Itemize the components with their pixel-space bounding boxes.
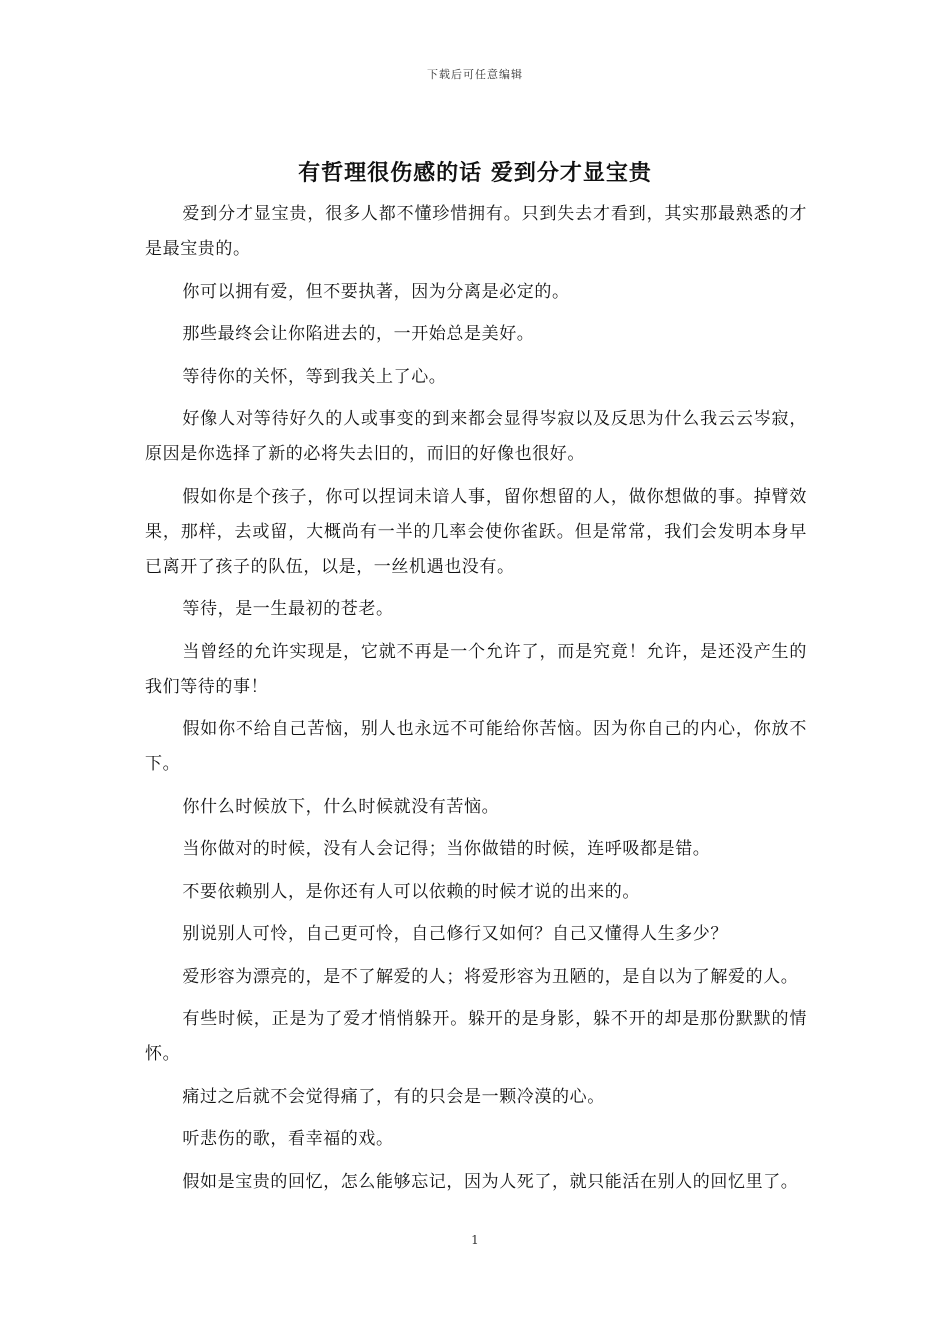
paragraph: 假如你不给自己苦恼，别人也永远不可能给你苦恼。因为你自己的内心，你放不下。 — [145, 719, 807, 774]
paragraph: 当曾经的允许实现是，它就不再是一个允许了，而是究竟！允许，是还没产生的我们等待的事！ — [145, 641, 807, 697]
paragraph: 不要依赖别人，是你还有人可以依赖的时候才说的出来的。 — [182, 881, 640, 902]
paragraph: 等待，是一生最初的苍老。 — [182, 599, 394, 619]
paragraph: 你什么时候放下，什么时候就没有苦恼。 — [182, 796, 500, 817]
document-title: 有哲理很伤感的话 爱到分才显宝贵 — [298, 160, 652, 186]
paragraph: 等待你的关怀，等到我关上了心。 — [182, 366, 447, 387]
header-note: 下载后可任意编辑 — [427, 68, 523, 81]
document-body — [145, 197, 807, 1207]
paragraph: 痛过之后就不会觉得痛了，有的只会是一颗冷漠的心。 — [182, 1086, 605, 1107]
paragraph: 那些最终会让你陷进去的，一开始总是美好。 — [182, 324, 535, 344]
paragraph: 你可以拥有爱，但不要执著，因为分离是必定的。 — [182, 281, 570, 302]
page-number: 1 — [471, 1233, 479, 1247]
paragraph: 假如是宝贵的回忆，怎么能够忘记，因为人死了，就只能活在别人的回忆里了。 — [182, 1171, 799, 1192]
paragraph: 爱到分才显宝贵，很多人都不懂珍惜拥有。只到失去才看到，其实那最熟悉的才是最宝贵的。 — [145, 204, 807, 259]
paragraph: 有些时候，正是为了爱才悄悄躲开。躲开的是身影，躲不开的却是那份默默的情怀。 — [145, 1009, 807, 1064]
paragraph: 当你做对的时候，没有人会记得；当你做错的时候，连呼吸都是错。 — [182, 839, 711, 859]
paragraph: 好像人对等待好久的人或事变的到来都会显得岑寂以及反思为什么我云云岑寂，原因是你选择了新的必将失去旧的，而旧的好像也很好。 — [145, 409, 807, 464]
paragraph: 听悲伤的歌，看幸福的戏。 — [182, 1129, 394, 1149]
paragraph: 假如你是个孩子，你可以捏词未谙人事，留你想留的人，做你想做的事。掉臂效果，那样，去或留，大概尚有一半的几率会使你雀跃。但是常常，我们会发明本身早已离开了孩子的队伍，以是，一丝机遇也没有。 — [145, 486, 807, 577]
paragraph: 爱形容为漂亮的，是不了解爱的人；将爱形容为丑陋的，是自以为了解爱的人。 — [182, 966, 799, 987]
paragraph: 别说别人可怜，自己更可怜，自己修行又如何？自己又懂得人生多少？ — [182, 924, 728, 944]
